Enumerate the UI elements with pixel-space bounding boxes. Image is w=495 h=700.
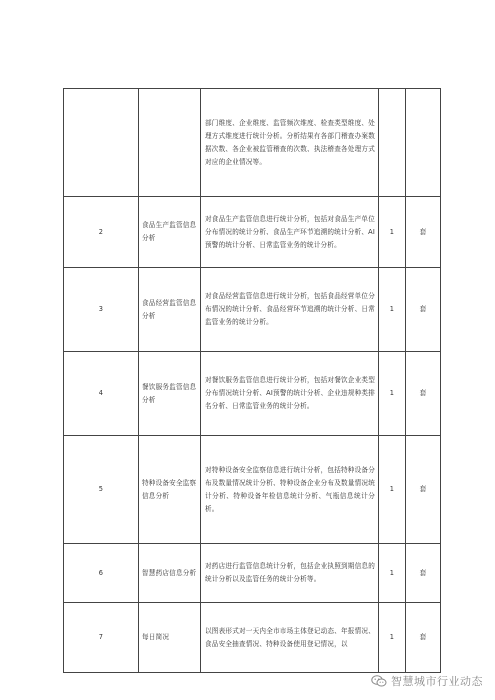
row-name: 智慧药店信息分析 xyxy=(139,544,201,603)
row-name: 餐饮服务监管信息分析 xyxy=(139,352,201,436)
row-name: 食品经营监管信息分析 xyxy=(139,268,201,352)
row-description: 对餐饮服务监管信息进行统计分析，包括对餐饮企业类型分布情况统计分析、AI预警的统计分析、企业违规种类排名分析、日常监管业务的统计分析。 xyxy=(201,352,379,436)
row-unit: 套 xyxy=(406,544,441,603)
row-name: 食品生产监管信息分析 xyxy=(139,197,201,268)
row-description: 部门维度、企业维度、监管频次维度、检查类型维度、处理方式维度进行统计分析。分析结果有各部门稽查办案数据次数、各企业被监管稽查的次数、执法稽查各处理方式对应的企业情况等。 xyxy=(201,89,379,197)
row-unit: 套 xyxy=(406,268,441,352)
row-number: 3 xyxy=(64,268,139,352)
row-number: 6 xyxy=(64,544,139,603)
row-unit xyxy=(406,89,441,197)
row-quantity xyxy=(379,89,406,197)
table-row xyxy=(64,268,441,352)
row-name: 每日简况 xyxy=(139,603,201,673)
row-unit: 套 xyxy=(406,197,441,268)
table-row xyxy=(64,603,441,673)
row-quantity: 1 xyxy=(379,436,406,544)
row-number: 2 xyxy=(64,197,139,268)
table-row xyxy=(64,436,441,544)
row-description: 以图表形式对一天内全市市场主体登记动态、年报情况、食品安全抽查情况、特种设备使用登记情况，以 xyxy=(201,603,379,673)
row-description: 对食品经营监管信息进行统计分析，包括食品经营单位分布情况的统计分析、食品经营环节追溯的统计分析、日常监管业务的统计分析。 xyxy=(201,268,379,352)
row-description: 对特种设备安全监察信息进行统计分析，包括特种设备分布及数量情况统计分析、特种设备企业分布及数量情况统计分析、特种设备年检信息统计分析、气瓶信息统计分析。 xyxy=(201,436,379,544)
row-number xyxy=(64,89,139,197)
row-name xyxy=(139,89,201,197)
table-row xyxy=(64,352,441,436)
row-quantity: 1 xyxy=(379,603,406,673)
row-quantity: 1 xyxy=(379,197,406,268)
row-unit: 套 xyxy=(406,436,441,544)
row-name: 特种设备安全监察信息分析 xyxy=(139,436,201,544)
watermark-text: 智慧城市行业动态 xyxy=(391,675,483,688)
row-quantity: 1 xyxy=(379,268,406,352)
row-description: 对食品生产监管信息进行统计分析，包括对食品生产单位分布情况的统计分析、食品生产环节追溯的统计分析、AI预警的统计分析、日常监管业务的统计分析。 xyxy=(201,197,379,268)
row-number: 4 xyxy=(64,352,139,436)
table-row xyxy=(64,197,441,268)
wechat-icon xyxy=(371,675,387,687)
spec-table xyxy=(63,88,441,673)
watermark xyxy=(371,673,483,689)
table-row xyxy=(64,544,441,603)
table-row xyxy=(64,89,441,197)
row-description: 对药店进行监管信息统计分析，包括企业执照到期信息的统计分析以及监管任务的统计分析等。 xyxy=(201,544,379,603)
row-unit: 套 xyxy=(406,352,441,436)
row-unit: 套 xyxy=(406,603,441,673)
row-quantity: 1 xyxy=(379,352,406,436)
row-number: 5 xyxy=(64,436,139,544)
row-quantity: 1 xyxy=(379,544,406,603)
row-number: 7 xyxy=(64,603,139,673)
